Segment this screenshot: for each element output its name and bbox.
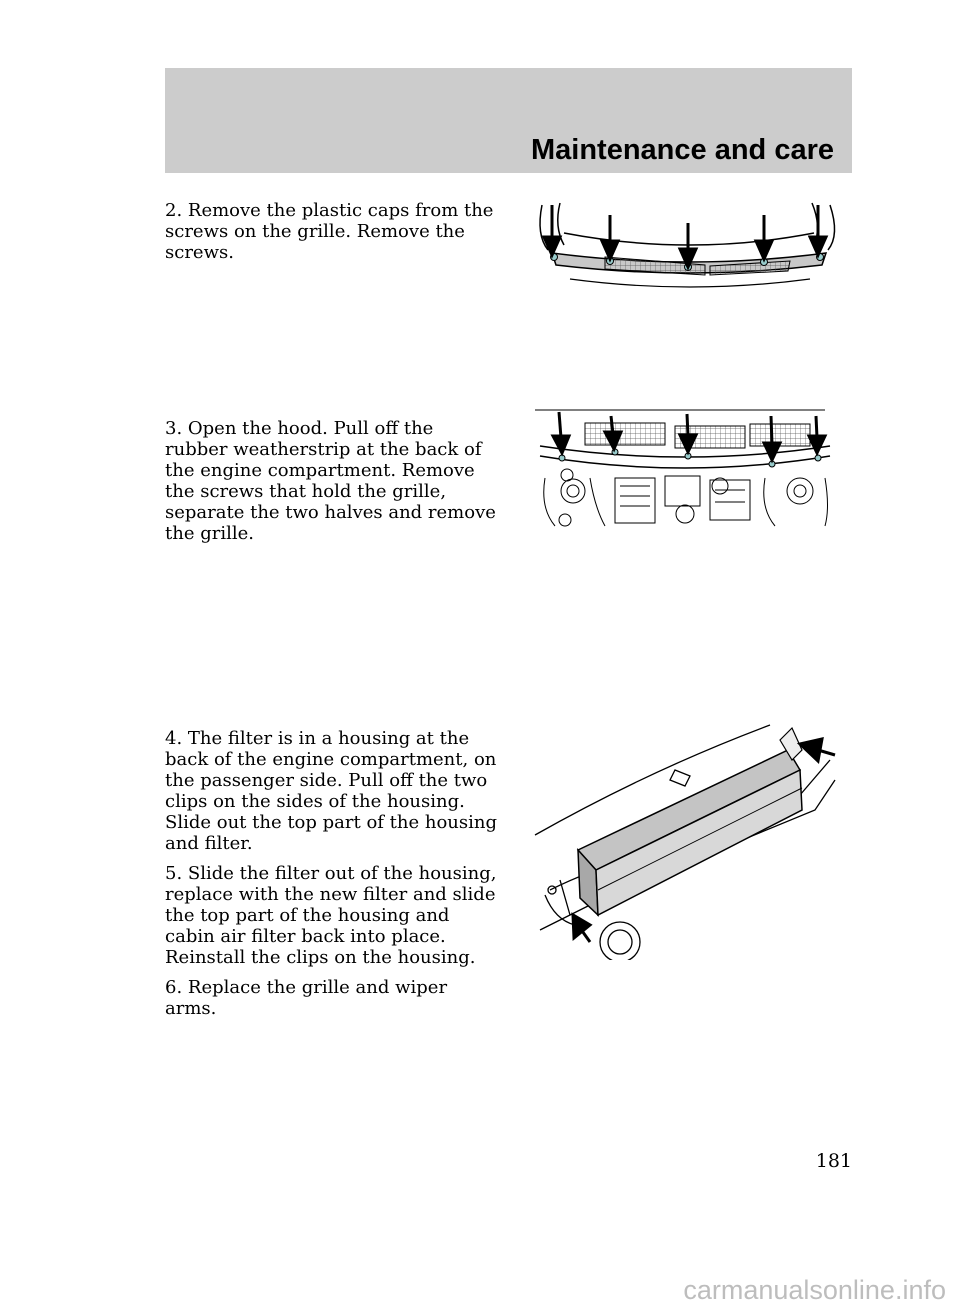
page-number: 181 (815, 1150, 852, 1172)
step-text: 4. The filter is in a housing at the back of the engine compartment, on the passenger side. Pull off the two clips on the sides of the housing. Slide out the top part of the housing and filter. (165, 728, 498, 854)
step-text: 3. Open the hood. Pull off the rubber weatherstrip at the back of the engine compartment. Remove the screws that hold the grille, separate the two halves and remove the grille. (165, 418, 496, 544)
step-text: 6. Replace the grille and wiper arms. (165, 977, 448, 1019)
section-title: Maintenance and care (531, 134, 834, 166)
step-text: 2. Remove the plastic caps from the screws on the grille. Remove the screws. (165, 200, 494, 263)
filter-housing-illustration (530, 720, 840, 960)
engine-compartment-illustration (535, 408, 835, 528)
grille-screws-illustration (530, 195, 850, 290)
step-text: 5. Slide the filter out of the housing, replace with the new filter and slide the top part of the housing and cabin air filter back into place. Reinstall the clips on the housing. (165, 863, 497, 968)
page-header (165, 68, 852, 173)
step-2 (165, 200, 497, 272)
watermark: carmanualsonline.info (683, 1275, 946, 1305)
steps-4-to-6 (165, 728, 497, 1028)
step-3 (165, 418, 497, 553)
